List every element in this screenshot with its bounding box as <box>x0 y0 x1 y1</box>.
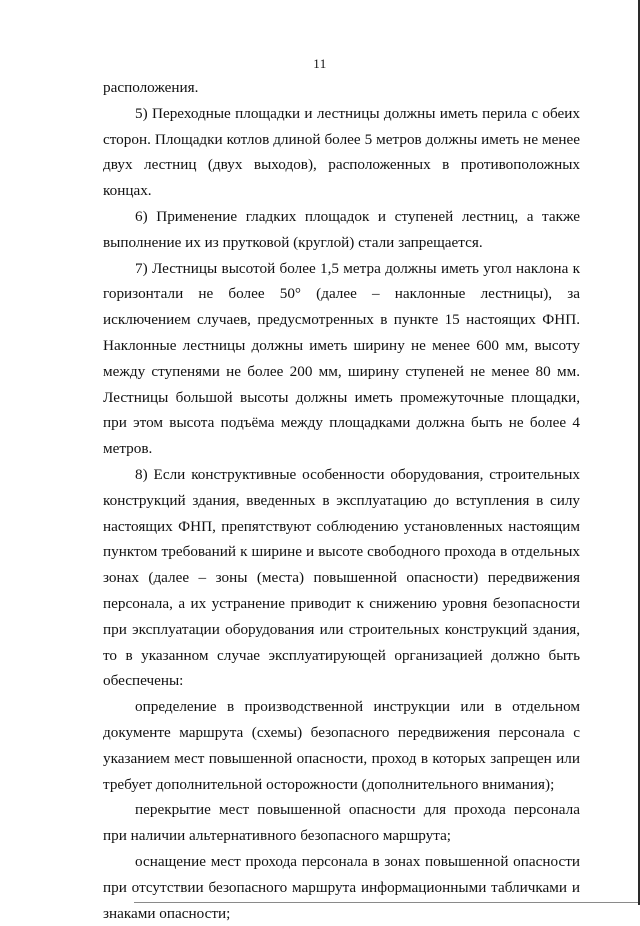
page-number: 11 <box>313 56 327 71</box>
paragraph-subitem-blocking: перекрытие мест повышенной опасности для прохода персонала при наличии альтернативного безопасного маршрута; <box>103 801 580 845</box>
paragraph-subitem-signage: оснащение мест прохода персонала в зонах повышенной опасности при отсутствии безопасного маршрута информационными табличками и знаками опасности; <box>103 852 580 922</box>
paragraph-continuation: расположения. <box>103 79 199 96</box>
document-body <box>103 75 580 926</box>
paragraph-item-5: 5) Переходные площадки и лестницы должны иметь перила с обеих сторон. Площадки котлов длиной более 5 метров должны иметь не менее двух лестниц (двух выходов), расположенных в противоположных концах. <box>103 104 580 200</box>
paragraph-item-8: 8) Если конструктивные особенности оборудования, строительных конструкций здания, введенных в эксплуатацию до вступления в силу настоящих ФНП, препятствуют соблюдению установленных настоящим пунктом требований к ширине и высоте свободного прохода в отдельных зонах (далее – зоны (места) повышенной опасности) передвижения персонала, а их устранение приводит к снижению уровня безопасности при эксплуатации оборудования или строительных конструкций здания, то в указанном случае эксплуатирующей организацией должно быть обеспечены: <box>103 465 580 690</box>
paragraph-item-7: 7) Лестницы высотой более 1,5 метра должны иметь угол наклона к горизонтали не более 50° (далее – наклонные лестницы), за исключением случаев, предусмотренных в пункте 15 настоящих ФНП. Наклонные лестницы должны иметь ширину не менее 600 мм, высоту между ступенями не более 200 мм, ширину ступеней не менее 80 мм. Лестницы большой высоты должны иметь промежуточные площадки, при этом высота подъёма между площадками должна быть не более 4 метров. <box>103 259 580 458</box>
paragraph-item-6: 6) Применение гладких площадок и ступеней лестниц, а также выполнение их из прутковой (круглой) стали запрещается. <box>103 207 580 251</box>
paragraph-subitem-route-definition: определение в производственной инструкции или в отдельном документе маршрута (схемы) безопасного передвижения персонала с указанием мест повышенной опасности, проход в которых запрещен или требует дополнительной осторожности (дополнительного внимания); <box>103 698 580 793</box>
scan-bottom-edge <box>134 902 638 903</box>
